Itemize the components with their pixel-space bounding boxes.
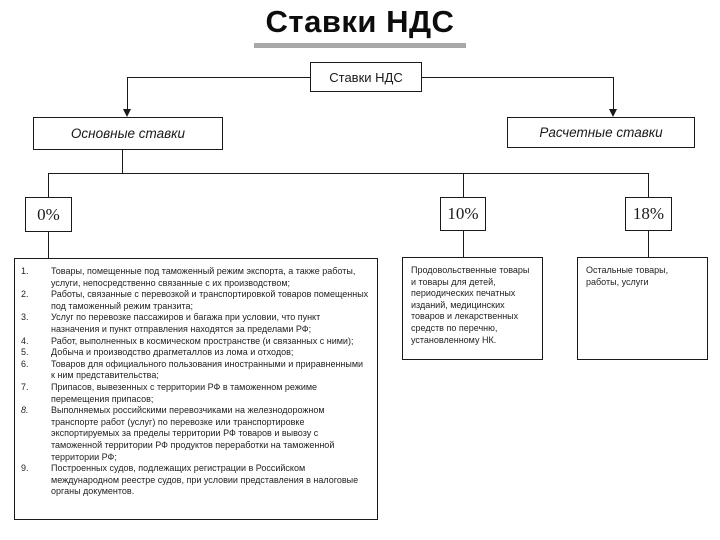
list-item: [21, 266, 369, 289]
connector-rate18-stem-v: [648, 231, 649, 257]
list-item: [21, 347, 369, 359]
item-text: Товары, помещенные под таможенный режим экспорта, а также работы, услуги, непосредственно связанные с их производством;: [51, 266, 356, 288]
item-text: Услуг по перевозке пассажиров и багажа при условии, что пункт назначения и пункт отправления находятся за пределами РФ;: [51, 312, 321, 334]
connector-rates-h: [48, 173, 649, 174]
connector-root-right-v: [613, 77, 614, 110]
list-item: [21, 405, 369, 463]
list-item: [21, 289, 369, 312]
branch-calculated-box: [507, 117, 695, 148]
root-node-box: [310, 62, 422, 92]
item-text: Добыча и производство драгметаллов из лома и отходов;: [51, 347, 294, 358]
connector-rate10-drop-v: [463, 173, 464, 197]
connector-root-right-h: [422, 77, 613, 78]
connector-rate0-stem-v: [48, 232, 49, 258]
branch-main-label: Основные ставки: [70, 126, 186, 141]
item-number: 5.: [21, 347, 29, 358]
item-text: Припасов, вывезенных с территории РФ в таможенном режиме перемещения припасов;: [51, 381, 318, 404]
list-item: [21, 359, 369, 382]
page-title: Ставки НДС: [254, 4, 467, 48]
rate-18-details-box: [577, 257, 708, 360]
connector-rate18-drop-v: [648, 173, 649, 197]
connector-main-stem-v: [122, 150, 123, 173]
item-number: 8.: [21, 405, 29, 416]
list-item: [21, 382, 369, 405]
rate-0-details-box: [14, 258, 378, 520]
rate-10-box: [440, 197, 486, 231]
item-number: 6.: [21, 358, 29, 369]
connector-root-left-v: [127, 77, 128, 110]
item-text: Построенных судов, подлежащих регистрации в Российском международном реестре судов, при условии представления в налоговые органы документов.: [51, 463, 359, 497]
item-number: 7.: [21, 381, 29, 392]
rate-0-box: [25, 197, 72, 232]
rate-0-label: 0%: [37, 204, 60, 224]
arrow-down-icon: [123, 109, 131, 117]
rate-10-description: Продовольственные товары и товары для детей, периодических печатных изданий, медицинских товаров и лекарственных средств по перечню, установленному НК.: [411, 265, 530, 345]
item-number: 9.: [21, 463, 29, 474]
connector-root-left-h: [127, 77, 310, 78]
connector-rate0-drop-v: [48, 173, 49, 197]
item-number: 3.: [21, 312, 29, 323]
item-number: 1.: [21, 266, 29, 276]
rate-18-box: [625, 197, 672, 231]
item-text: Выполняемых российскими перевозчиками на железнодорожном транспорте работ (услуг) по перевозке или транспортировке экспортируемых за пределы территории РФ товаров и вывозу с таможенной территории РФ продуктов переработки на таможенной территории РФ;: [51, 405, 335, 462]
branch-calculated-label: Расчетные ставки: [539, 125, 663, 140]
connector-rate10-stem-v: [463, 231, 464, 257]
root-node-label: Ставки НДС: [329, 69, 403, 85]
list-item: [21, 312, 369, 335]
rate-0-items-list: [15, 259, 377, 504]
item-number: 2.: [21, 289, 29, 300]
rate-18-label: 18%: [632, 204, 665, 223]
item-text: Работы, связанные с перевозкой и транспортировкой товаров помещенных под таможенный режим транзита;: [51, 289, 369, 311]
item-text: Товаров для официального пользования иностранными и приравненными к ним представительства;: [51, 358, 364, 381]
rate-10-label: 10%: [447, 204, 479, 223]
branch-main-box: [33, 117, 223, 150]
page-title-wrap: [0, 4, 720, 48]
arrow-down-icon: [609, 109, 617, 117]
list-item: [21, 336, 369, 348]
list-item: [21, 463, 369, 498]
rate-18-description: Остальные товары, работы, услуги: [586, 265, 669, 287]
item-text: Работ, выполненных в космическом пространстве (и связанных с ними);: [51, 335, 354, 346]
item-number: 4.: [21, 335, 29, 346]
rate-10-details-box: [402, 257, 543, 360]
